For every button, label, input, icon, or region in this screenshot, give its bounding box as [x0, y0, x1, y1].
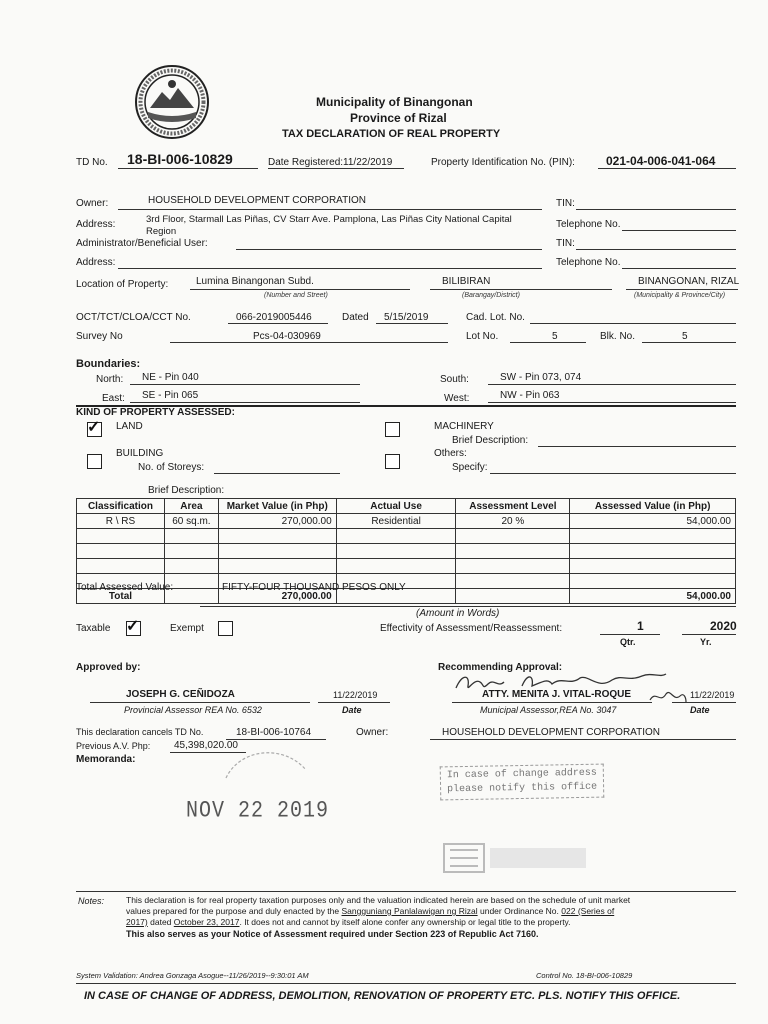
others-checkbox[interactable]: [385, 454, 400, 469]
memoranda-label: Memoranda:: [76, 754, 136, 765]
td-no-label: TD No.: [76, 157, 108, 168]
storeys-label: No. of Storeys:: [138, 462, 205, 473]
oct-value: 066-2019005446: [236, 312, 312, 323]
lot-label: Lot No.: [466, 331, 499, 342]
exempt-checkbox[interactable]: [218, 621, 233, 636]
building-brief-desc-label: Brief Description:: [148, 485, 225, 496]
cell-actual-use: Residential: [336, 514, 456, 529]
notes-ordinance-no: 022 (Series of: [561, 906, 615, 916]
east-label: East:: [102, 393, 125, 404]
owner-tin-label: TIN:: [556, 198, 575, 209]
others-label: Others:: [434, 448, 467, 459]
notice-stamp: [440, 764, 605, 801]
previous-av-label: Previous A.V. Php:: [76, 741, 151, 751]
specify-label: Specify:: [452, 462, 488, 473]
approver-name: JOSEPH G. CEÑIDOZA: [126, 689, 235, 700]
notes-ordinance-date: October 23, 2017: [173, 917, 240, 927]
received-stamp-arc: [220, 742, 310, 787]
land-label: LAND: [116, 421, 143, 432]
lot-value: 5: [552, 331, 558, 342]
location-label: Location of Property:: [76, 279, 169, 290]
notes-ordinance-body: Sangguniang Panlalawigan ng Rizal: [341, 906, 478, 916]
blk-value: 5: [682, 331, 688, 342]
td-no-value: 18-BI-006-10829: [127, 151, 233, 167]
south-label: South:: [440, 374, 469, 385]
notice-stamp-line2: please notify this office: [447, 781, 598, 796]
cancel-owner-value: HOUSEHOLD DEVELOPMENT CORPORATION: [442, 727, 660, 738]
approver-title: Provincial Assessor REA No. 6532: [124, 705, 262, 715]
initials-signature: [648, 686, 688, 713]
owner-label: Owner:: [76, 198, 109, 209]
cell-area: 60 sq.m.: [164, 514, 218, 529]
bottom-notice: IN CASE OF CHANGE OF ADDRESS, DEMOLITION, RENOVATION OF PROPERTY ETC. PLS. NOTIFY THIS OFFICE.: [84, 990, 681, 1002]
owner-address-label: Address:: [76, 219, 116, 230]
machinery-label: MACHINERY: [434, 421, 494, 432]
effectivity-label: Effectivity of Assessment/Reassessment:: [380, 623, 563, 634]
cell-assessment-level: 20 %: [456, 514, 570, 529]
building-checkbox[interactable]: [87, 454, 102, 469]
approver-date: 11/22/2019: [333, 690, 378, 700]
total-market-value: 270,000.00: [218, 589, 336, 604]
notes-line4: This also serves as your Notice of Assessment required under Section 223 of Republic Act 7160.: [126, 929, 539, 939]
cell-assessed-value: 54,000.00: [570, 514, 736, 529]
municipality-caption: (Municipality & Province/City): [634, 292, 726, 299]
north-label: North:: [96, 374, 124, 385]
notes-line2a: values prepared for the purpose and duly enacted by the: [126, 906, 340, 916]
table-row-empty: [77, 529, 736, 544]
faded-stamp-icon: [442, 840, 592, 881]
cancel-owner-label: Owner:: [356, 727, 389, 738]
kind-heading: KIND OF PROPERTY ASSESSED:: [76, 407, 235, 418]
pin-value: 021-04-006-041-064: [606, 154, 716, 168]
effectivity-quarter: 1: [637, 619, 644, 633]
date-registered: Date Registered:11/22/2019: [268, 157, 393, 168]
pin-label: Property Identification No. (PIN):: [431, 157, 575, 168]
admin-tin-label: TIN:: [556, 238, 575, 249]
admin-telephone-label: Telephone No.: [556, 257, 621, 268]
owner-address-value-2: Region: [146, 226, 177, 237]
cancels-td-value: 18-BI-006-10764: [236, 727, 312, 738]
cell-classification: R \ RS: [77, 514, 165, 529]
machinery-brief-desc-label: Brief Description:: [452, 435, 529, 446]
system-validation: System Validation: Andrea Gonzaga Asogue--11/26/2019--9:30:01 AM: [76, 971, 309, 980]
approver-date-caption: Date: [342, 705, 362, 715]
recommender-date: 11/22/2019: [690, 690, 735, 700]
notes-series-year: 2017): [126, 917, 148, 927]
control-no: Control No. 18-BI-006-10829: [536, 971, 633, 980]
west-value: NW - Pin 063: [500, 390, 560, 401]
owner-value: HOUSEHOLD DEVELOPMENT CORPORATION: [148, 195, 366, 206]
table-row-empty: [77, 559, 736, 574]
machinery-checkbox[interactable]: [385, 422, 400, 437]
survey-value: Pcs-04-030969: [253, 331, 321, 342]
col-assessed-value: Assessed Value (in Php): [570, 499, 736, 514]
blk-label: Blk. No.: [600, 331, 636, 342]
notes-line3: [126, 917, 571, 927]
boundaries-heading: Boundaries:: [76, 358, 141, 370]
notice-stamp-line1: In case of change address: [446, 767, 597, 782]
col-actual-use: Actual Use: [336, 499, 456, 514]
notes-line1: This declaration is for real property taxation purposes only and the valuation indicated herein are based on the schedule of unit market: [126, 895, 631, 905]
south-value: SW - Pin 073, 074: [500, 372, 582, 383]
table-row-empty: [77, 574, 736, 589]
notes-line2: [126, 906, 614, 916]
taxable-checkbox[interactable]: ✓: [126, 618, 140, 635]
yr-caption: Yr.: [700, 637, 712, 647]
cell-market-value: 270,000.00: [218, 514, 336, 529]
header-province: Province of Rizal: [350, 111, 447, 125]
date-stamp: NOV 22 2019: [186, 798, 330, 825]
location-street: Lumina Binangonan Subd.: [196, 276, 314, 287]
table-row-empty: [77, 544, 736, 559]
total-assessed-value: 54,000.00: [570, 589, 736, 604]
recommender-title: Municipal Assessor,REA No. 3047: [480, 705, 617, 715]
building-label: BUILDING: [116, 448, 164, 459]
west-label: West:: [444, 393, 470, 404]
total-assessed-label: Total Assessed Value:: [76, 582, 174, 593]
east-value: SE - Pin 065: [142, 390, 199, 401]
col-area: Area: [164, 499, 218, 514]
dated-label: Dated: [342, 312, 369, 323]
header-municipality: Municipality of Binangonan: [316, 95, 473, 109]
notes-line3d: . It does not and cannot by itself alone confer any ownership or legal title to the property.: [239, 917, 571, 927]
col-market-value: Market Value (in Php): [218, 499, 336, 514]
qtr-caption: Qtr.: [620, 637, 636, 647]
barangay-caption: (Barangay/District): [462, 292, 520, 299]
table-total-row: [77, 589, 736, 604]
location-barangay: BILIBIRAN: [442, 276, 491, 287]
recommender-name: ATTY. MENITA J. VITAL-ROQUE: [482, 689, 632, 700]
notes-line2c: under Ordinance No.: [479, 906, 559, 916]
street-caption: (Number and Street): [264, 292, 328, 299]
amount-in-words-caption: (Amount in Words): [416, 608, 500, 619]
table-row: [77, 514, 736, 529]
taxable-label: Taxable: [76, 623, 111, 634]
owner-address-value: 3rd Floor, Starmall Las Piñas, CV Starr Ave. Pamplona, Las Piñas City National Capital: [146, 214, 512, 225]
land-checkbox[interactable]: ✓: [87, 419, 101, 436]
approved-by-label: Approved by:: [76, 662, 141, 673]
oct-label: OCT/TCT/CLOA/CCT No.: [76, 312, 191, 323]
total-label: Total: [77, 589, 165, 604]
assessment-table: [76, 498, 736, 604]
cancels-td-label: This declaration cancels TD No.: [76, 727, 204, 737]
recommending-approval-label: Recommending Approval:: [438, 662, 563, 673]
document-title: TAX DECLARATION OF REAL PROPERTY: [282, 128, 501, 140]
col-classification: Classification: [77, 499, 165, 514]
col-assessment-level: Assessment Level: [456, 499, 570, 514]
location-municipality: BINANGONAN, RIZAL: [638, 276, 740, 287]
north-value: NE - Pin 040: [142, 372, 199, 383]
effectivity-year: 2020: [710, 619, 737, 633]
recommender-date-caption: Date: [690, 705, 710, 715]
municipal-seal-icon: [134, 64, 210, 140]
survey-label: Survey No: [76, 331, 123, 342]
admin-address-label: Address:: [76, 257, 116, 268]
previous-av-value: 45,398,020.00: [174, 740, 238, 751]
total-assessed-words: FIFTY-FOUR THOUSAND PESOS ONLY: [222, 582, 406, 593]
owner-telephone-label: Telephone No.: [556, 219, 621, 230]
notes-label: Notes:: [78, 896, 105, 906]
cad-lot-label: Cad. Lot. No.: [466, 312, 525, 323]
notes-dated: dated: [150, 917, 172, 927]
admin-label: Administrator/Beneficial User:: [76, 238, 208, 249]
exempt-label: Exempt: [170, 623, 204, 634]
dated-value: 5/15/2019: [384, 312, 429, 323]
